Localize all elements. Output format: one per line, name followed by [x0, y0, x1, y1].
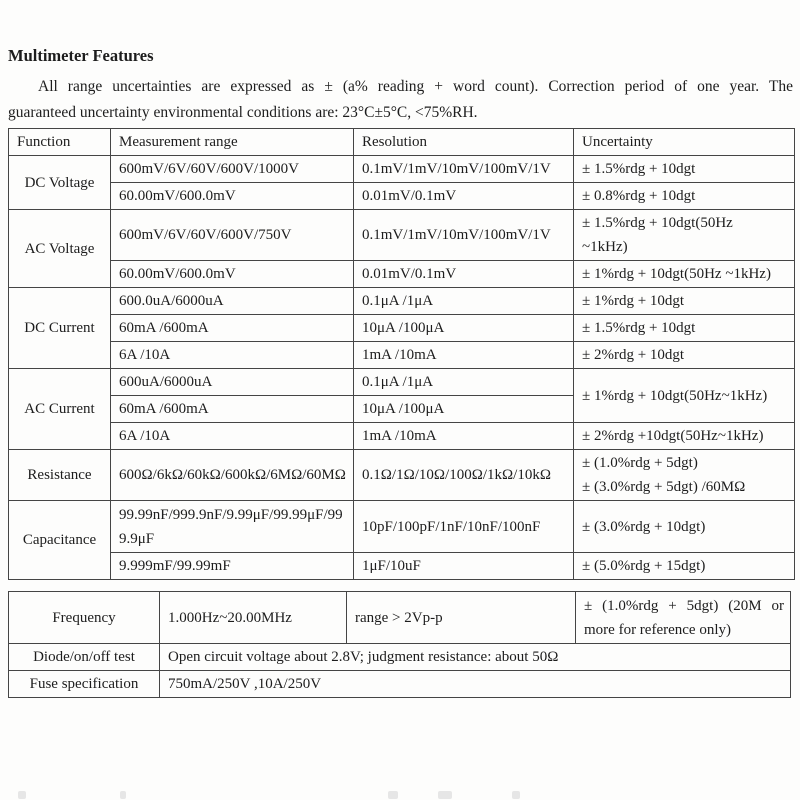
extra-spec-table — [8, 591, 791, 698]
ac-voltage-uncertainty-1: ± 1.5%rdg + 10dgt(50Hz ~1kHz) — [574, 210, 795, 261]
capacitance-resolution-2: 1μF/10uF — [354, 553, 574, 580]
ac-voltage-range-2: 60.00mV/600.0mV — [111, 261, 354, 288]
table-row — [9, 315, 795, 342]
ac-current-resolution-2: 10μA /100μA — [354, 396, 574, 423]
ac-current-uncertainty-3: ± 2%rdg +10dgt(50Hz~1kHz) — [574, 423, 795, 450]
capacitance-uncertainty-1: ± (3.0%rdg + 10dgt) — [574, 501, 795, 553]
table-row — [9, 342, 795, 369]
table-row — [9, 369, 795, 396]
ac-current-uncertainty-1-2: ± 1%rdg + 10dgt(50Hz~1kHz) — [574, 369, 795, 423]
ac-current-resolution-1: 0.1μA /1μA — [354, 369, 574, 396]
spec-table — [8, 128, 795, 580]
function-ac-current: AC Current — [9, 369, 111, 450]
table-row — [9, 210, 795, 261]
function-resistance: Resistance — [9, 450, 111, 501]
dc-voltage-resolution-2: 0.01mV/0.1mV — [354, 183, 574, 210]
resistance-range: 600Ω/6kΩ/60kΩ/600kΩ/6MΩ/60MΩ — [111, 450, 354, 501]
resistance-uncertainty-line-2: ± (3.0%rdg + 5dgt) /60MΩ — [582, 479, 746, 495]
dc-voltage-range-2: 60.00mV/600.0mV — [111, 183, 354, 210]
ac-voltage-resolution-1: 0.1mV/1mV/10mV/100mV/1V — [354, 210, 574, 261]
dc-voltage-resolution-1: 0.1mV/1mV/10mV/100mV/1V — [354, 156, 574, 183]
table-row — [9, 644, 791, 671]
page-title: Multimeter Features — [8, 46, 154, 65]
dc-current-resolution-1: 0.1μA /1μA — [354, 288, 574, 315]
function-dc-voltage: DC Voltage — [9, 156, 111, 210]
dc-current-uncertainty-3: ± 2%rdg + 10dgt — [574, 342, 795, 369]
cut-off-mark — [18, 791, 26, 799]
capacitance-uncertainty-2: ± (5.0%rdg + 15dgt) — [574, 553, 795, 580]
frequency-label: Frequency — [9, 592, 160, 644]
dc-current-resolution-3: 1mA /10mA — [354, 342, 574, 369]
header-measurement-range: Measurement range — [111, 129, 354, 156]
dc-voltage-range-1: 600mV/6V/60V/600V/1000V — [111, 156, 354, 183]
table-row — [9, 501, 795, 553]
spec-header-row — [9, 129, 795, 156]
dc-current-range-2: 60mA /600mA — [111, 315, 354, 342]
function-capacitance: Capacitance — [9, 501, 111, 580]
ac-current-range-3: 6A /10A — [111, 423, 354, 450]
table-row — [9, 288, 795, 315]
function-ac-voltage: AC Voltage — [9, 210, 111, 288]
capacitance-resolution-1: 10pF/100pF/1nF/10nF/100nF — [354, 501, 574, 553]
cut-off-text-line — [0, 791, 800, 800]
table-row — [9, 671, 791, 698]
resistance-uncertainty — [574, 450, 795, 501]
table-row — [9, 450, 795, 501]
function-dc-current: DC Current — [9, 288, 111, 369]
ac-current-resolution-3: 1mA /10mA — [354, 423, 574, 450]
header-uncertainty: Uncertainty — [574, 129, 795, 156]
dc-current-range-1: 600.0uA/6000uA — [111, 288, 354, 315]
ac-voltage-uncertainty-2: ± 1%rdg + 10dgt(50Hz ~1kHz) — [574, 261, 795, 288]
cut-off-mark — [120, 791, 126, 799]
header-function: Function — [9, 129, 111, 156]
ac-current-range-1: 600uA/6000uA — [111, 369, 354, 396]
intro-line-2: guaranteed uncertainty environmental conditions are: 23°C±5°C, <75%RH. — [8, 104, 478, 121]
dc-current-resolution-2: 10μA /100μA — [354, 315, 574, 342]
frequency-condition: range > 2Vp-p — [347, 592, 576, 644]
diode-test-label: Diode/on/off test — [9, 644, 160, 671]
fuse-spec-value: 750mA/250V ,10A/250V — [160, 671, 791, 698]
cut-off-mark — [512, 791, 520, 799]
resistance-resolution: 0.1Ω/1Ω/10Ω/100Ω/1kΩ/10kΩ — [354, 450, 574, 501]
dc-current-range-3: 6A /10A — [111, 342, 354, 369]
intro-line-1: All range uncertainties are expressed as ± (a% reading + word count). Correction period of one year. The — [38, 78, 793, 95]
capacitance-range-1: 99.99nF/999.9nF/9.99μF/99.99μF/999.9μF — [111, 501, 354, 553]
frequency-range: 1.000Hz~20.00MHz — [160, 592, 347, 644]
frequency-uncertainty: ± (1.0%rdg + 5dgt) (20M or more for reference only) — [576, 592, 791, 644]
ac-voltage-range-1: 600mV/6V/60V/600V/750V — [111, 210, 354, 261]
table-row — [9, 261, 795, 288]
ac-current-range-2: 60mA /600mA — [111, 396, 354, 423]
capacitance-range-2: 9.999mF/99.99mF — [111, 553, 354, 580]
dc-voltage-uncertainty-2: ± 0.8%rdg + 10dgt — [574, 183, 795, 210]
cut-off-mark — [388, 791, 398, 799]
dc-voltage-uncertainty-1: ± 1.5%rdg + 10dgt — [574, 156, 795, 183]
table-row — [9, 592, 791, 644]
table-row — [9, 183, 795, 210]
table-row — [9, 553, 795, 580]
resistance-uncertainty-line-1: ± (1.0%rdg + 5dgt) — [582, 455, 698, 471]
header-resolution: Resolution — [354, 129, 574, 156]
table-row — [9, 156, 795, 183]
table-row — [9, 423, 795, 450]
dc-current-uncertainty-1: ± 1%rdg + 10dgt — [574, 288, 795, 315]
fuse-spec-label: Fuse specification — [9, 671, 160, 698]
cut-off-mark — [438, 791, 452, 799]
intro-paragraph — [8, 74, 793, 126]
dc-current-uncertainty-2: ± 1.5%rdg + 10dgt — [574, 315, 795, 342]
ac-voltage-resolution-2: 0.01mV/0.1mV — [354, 261, 574, 288]
diode-test-value: Open circuit voltage about 2.8V; judgment resistance: about 50Ω — [160, 644, 791, 671]
